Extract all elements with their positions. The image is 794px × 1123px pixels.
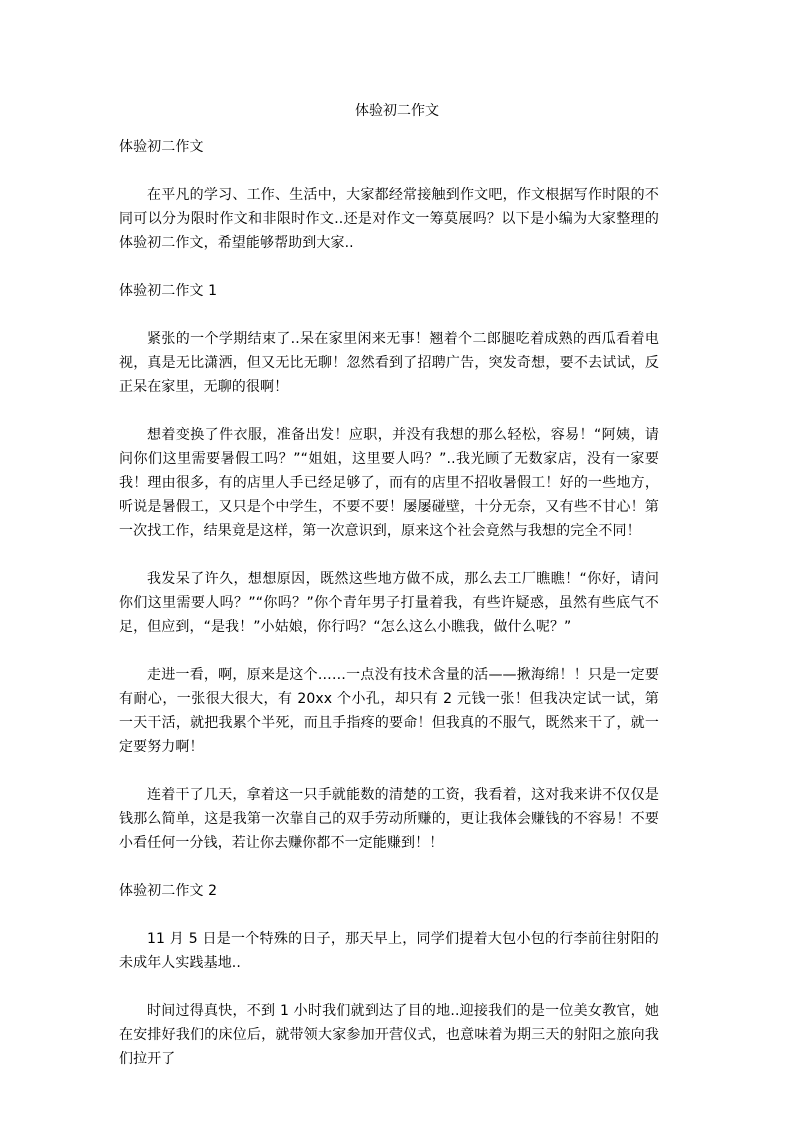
body-paragraph: 想着变换了件衣服，准备出发！应职，并没有我想的那么轻松，容易！“阿姨，请问你们这里需要暑假工吗？”“姐姐，这里要人吗？”..我光顾了无数家店，没有一家要我！理由很多，有的店里人手已经足够了，而有的店里不招收暑假工！好的一些地方，听说是暑假工，又只是个中学生，不要不要！屡屡碰壁，十分无奈，又有些不甘心！第一次找工作，结果竟是这样，第一次意识到，原来这个社会竟然与我想的完全不同！ [119, 427, 659, 539]
body-paragraph: 走进一看，啊，原来是这个……一点没有技术含量的活——揪海绵！！只是一定要有耐心，一张很大很大，有 20xx 个小孔，却只有 2 元钱一张！但我决定试一试，第一天干活，就把我累个半死，而且手指疼的要命！但我真的不服气，既然来干了，就一定要努力啊！ [119, 667, 659, 755]
body-paragraph: 连着干了几天，拿着这一只手就能数的清楚的工资，我看着，这对我来讲不仅仅是钱那么简单，这是我第一次靠自己的双手劳动所赚的，更让我体会赚钱的不容易！不要小看任何一分钱，若让你去赚你都不一定能赚到！！ [119, 787, 659, 851]
document-title: 体验初二作文 [355, 103, 439, 119]
section-heading: 体验初二作文 [119, 139, 204, 155]
section-heading: 体验初二作文 2 [119, 883, 218, 899]
body-paragraph: 紧张的一个学期结束了..呆在家里闲来无事！翘着个二郎腿吃着成熟的西瓜看着电视，真是无比潇洒，但又无比无聊！忽然看到了招聘广告，突发奇想，要不去试试，反正呆在家里，无聊的很啊！ [119, 331, 659, 395]
section-heading: 体验初二作文 1 [119, 283, 218, 299]
body-paragraph: 时间过得真快，不到 1 小时我们就到达了目的地..迎接我们的是一位美女教官，她在安排好我们的床位后，就带领大家参加开营仪式，也意味着为期三天的射阳之旅向我们拉开了 [119, 1003, 659, 1067]
body-paragraph: 11 月 5 日是一个特殊的日子，那天早上，同学们提着大包小包的行李前往射阳的未成年人实践基地.. [119, 931, 659, 971]
body-paragraph: 在平凡的学习、工作、生活中，大家都经常接触到作文吧，作文根据写作时限的不同可以分为限时作文和非限时作文..还是对作文一筹莫展吗？以下是小编为大家整理的体验初二作文，希望能够帮助到大家.. [119, 187, 659, 251]
body-paragraph: 我发呆了许久，想想原因，既然这些地方做不成，那么去工厂瞧瞧！“你好，请问你们这里需要人吗？”“你吗？”你个青年男子打量着我，有些许疑惑，虽然有些底气不足，但应到，“是我！”小姑娘，你行吗？“怎么这么小瞧我，做什么呢？” [119, 571, 659, 635]
document-body [119, 135, 659, 1095]
